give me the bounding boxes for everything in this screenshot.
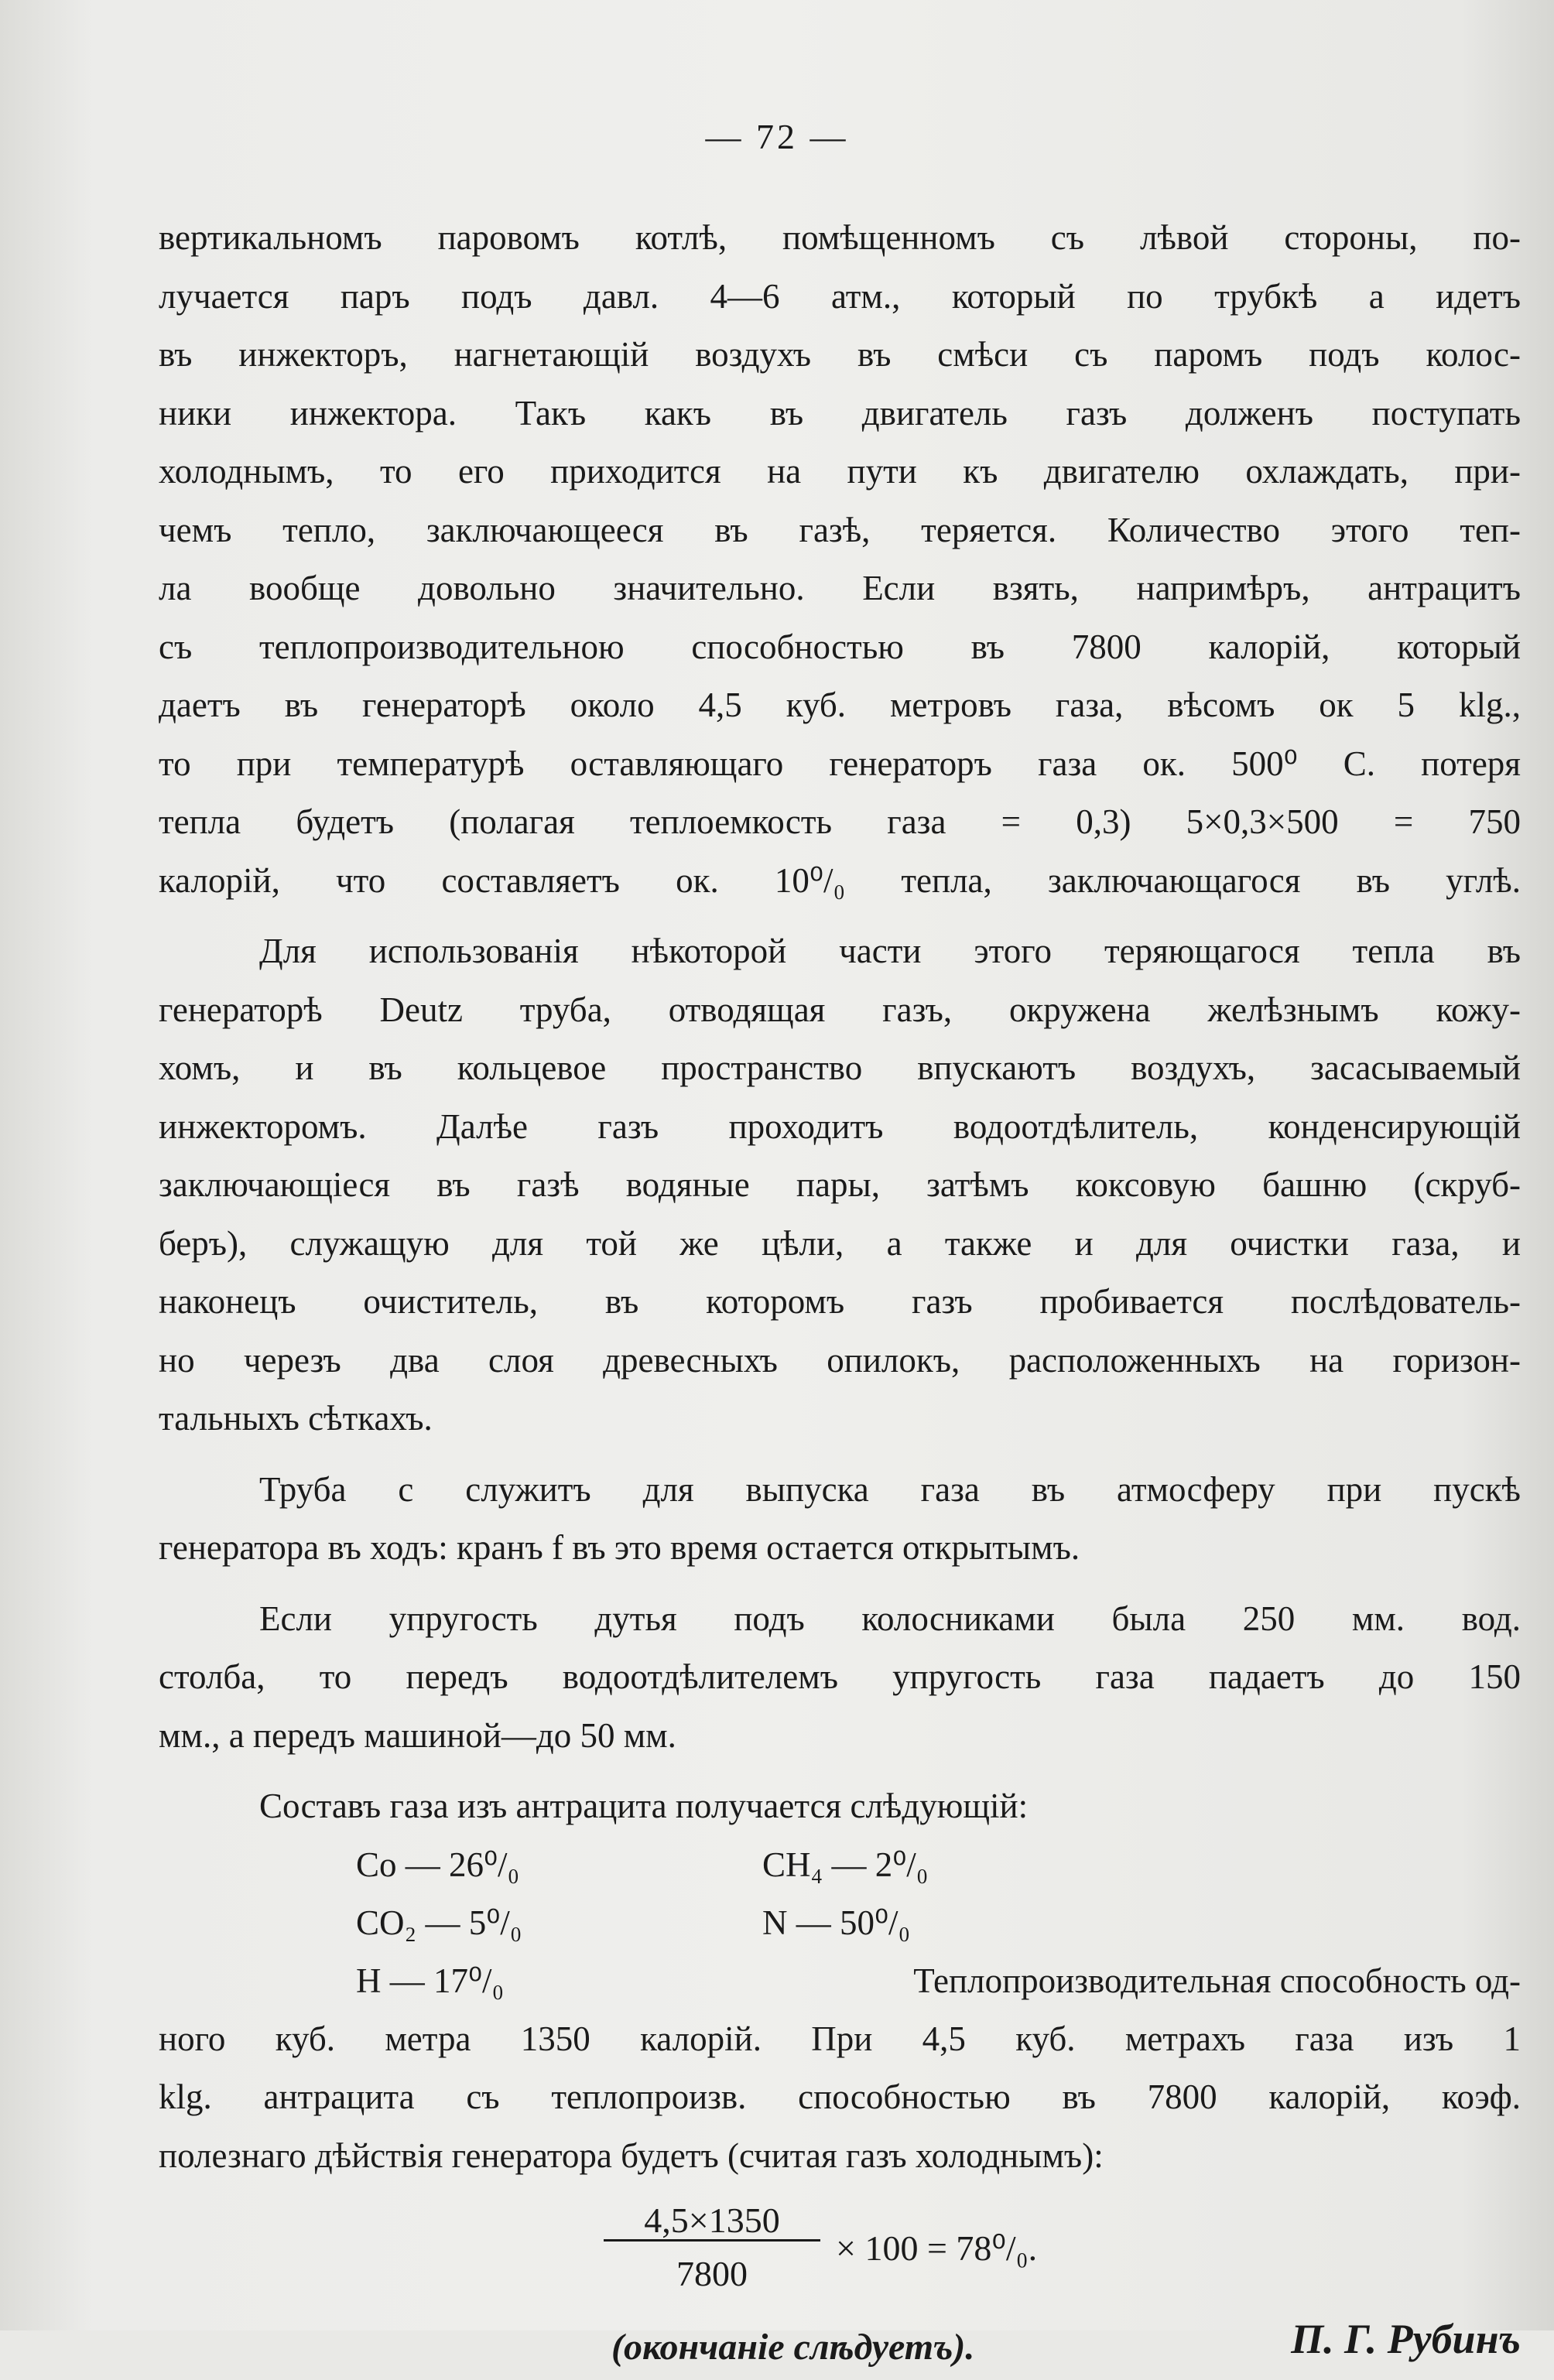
paragraph-1 (159, 209, 1521, 910)
text-line: ного куб. метра 1350 калорій. При 4,5 куб. метрахъ газа изъ 1 (159, 2019, 1521, 2058)
text-line: чемъ тепло, заключающееся въ газѣ, теряется. Количество этого теп- (159, 510, 1521, 549)
text-line: съ теплопроизводительною способностью въ 7800 калорій, который (159, 627, 1521, 666)
page-footer (159, 2310, 1521, 2380)
text-line: но черезъ два слоя древесныхъ опилокъ, расположенныхъ на горизон- (159, 1340, 1521, 1380)
page-number: — 72 — (705, 117, 849, 156)
text-line: Труба c служитъ для выпуска газа въ атмосферу при пускѣ (259, 1469, 1521, 1509)
paragraph-5 (159, 2010, 1521, 2186)
text-line: Если упругость дутья подъ колосниками была 250 мм. вод. (259, 1599, 1521, 1638)
text-line: въ инжекторъ, нагнетающій воздухъ въ смѣси съ паромъ подъ колос- (159, 335, 1521, 374)
paragraph-4 (159, 1590, 1521, 1766)
gas-row (159, 1952, 1521, 2010)
gas-composition-table (159, 1836, 1521, 2010)
paragraph-2 (159, 922, 1521, 1448)
text-line: вертикальномъ паровомъ котлѣ, помѣщенномъ съ лѣвой стороны, по- (159, 218, 1521, 257)
heat-capacity-text: Теплопроизводительная способность од- (913, 1961, 1521, 2000)
text-line: столба, то передъ водоотдѣлителемъ упругость газа падаетъ до 150 (159, 1657, 1521, 1696)
text-line: полезнаго дѣйствія генератора будетъ (считая газъ холоднымъ): (159, 2136, 1104, 2175)
formula-result: × 100 = 78⁰/₀. (836, 2228, 1038, 2268)
text-line: беръ), служащую для той же цѣли, а также и для очистки газа, и (159, 1223, 1521, 1263)
composition-intro: Составъ газа изъ антрацита получается слѣдующій: (259, 1787, 1029, 1825)
gas-n: N — 50⁰/₀ (762, 1903, 911, 1942)
text-line: тальныхъ сѣткахъ. (159, 1399, 433, 1438)
text-line: тепла будетъ (полагая теплоемкость газа = 0,3) 5×0,3×500 = 750 (159, 802, 1521, 841)
text-line: холоднымъ, то его приходится на пути къ двигателю охлаждать, при- (159, 452, 1521, 491)
efficiency-formula (159, 2191, 1521, 2307)
gas-ch4: CH₄ — 2⁰/₀ (762, 1845, 929, 1884)
gas-row (159, 1894, 1521, 1952)
gas-co2: CO₂ — 5⁰/₀ (356, 1903, 522, 1942)
text-line: калорій, что составляетъ ок. 10⁰/₀ тепла, заключающагося въ углѣ. (159, 860, 1521, 900)
paragraph-3 (159, 1461, 1521, 1578)
fraction (596, 2191, 828, 2303)
text-line: то при температурѣ оставляющаго генераторъ газа ок. 500⁰ С. потеря (159, 744, 1521, 783)
fraction-denominator: 7800 (676, 2254, 748, 2293)
text-line: ники инжектора. Такъ какъ въ двигатель газъ долженъ поступать (159, 393, 1521, 433)
fraction-numerator: 4,5×1350 (644, 2200, 780, 2240)
text-line: заключающіеся въ газѣ водяные пары, затѣмъ коксовую башню (скруб- (159, 1165, 1521, 1204)
body-text (159, 209, 1521, 2380)
text-line: ла вообще довольно значительно. Если взять, напримѣръ, антрацитъ (159, 569, 1521, 607)
text-line: наконецъ очиститель, въ которомъ газъ пробивается послѣдователь- (159, 1282, 1521, 1321)
text-line: Для использованія нѣкоторой части этого теряющагося тепла въ (259, 932, 1521, 970)
text-line: лучается паръ подъ давл. 4—6 атм., который по трубкѣ a идетъ (159, 276, 1521, 316)
gas-h: H — 17⁰/₀ (356, 1961, 505, 2000)
gas-row (159, 1836, 1521, 1894)
text-line: генератора въ ходъ: кранъ f въ это время остается открытымъ. (159, 1528, 1080, 1567)
text-line: хомъ, и въ кольцевое пространство впускаютъ воздухъ, засасываемый (159, 1048, 1521, 1087)
author-signature: П. Г. Рубинъ (1291, 2316, 1521, 2362)
continuation-note: (окончаніе слѣдуетъ). (611, 2327, 975, 2368)
text-line: мм., а передъ машиной—до 50 мм. (159, 1715, 676, 1755)
gas-co: Co — 26⁰/₀ (356, 1845, 520, 1884)
text-line: klg. антрацита съ теплопроизв. способностью въ 7800 калорій, коэф. (159, 2077, 1521, 2116)
text-line: инжекторомъ. Далѣе газъ проходитъ водоотдѣлитель, конденсирующій (159, 1106, 1521, 1146)
text-line: даетъ въ генераторѣ около 4,5 куб. метровъ газа, вѣсомъ ок 5 klg., (159, 686, 1521, 724)
text-line: генераторѣ Deutz труба, отводящая газъ, окружена желѣзнымъ кожу- (159, 990, 1521, 1029)
